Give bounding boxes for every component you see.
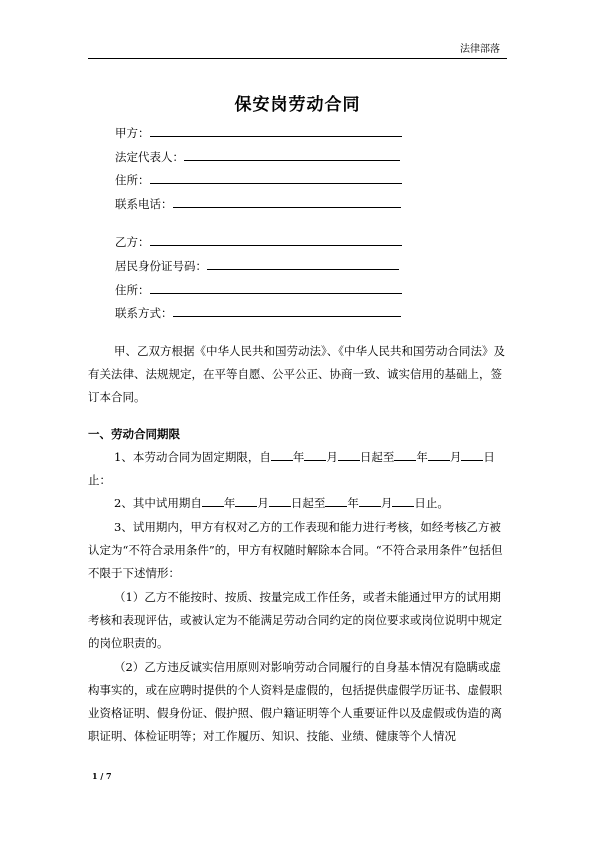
clause-1-2-year2: 年 (347, 496, 359, 510)
blank (394, 449, 416, 461)
party-a-address-blank (150, 171, 402, 184)
clause-1-2-year: 年 (223, 496, 236, 510)
section-1-heading: 一、劳动合同期限 (88, 427, 180, 441)
document-title: 保安岗劳动合同 (234, 95, 361, 115)
party-a-phone-field (115, 195, 401, 212)
clause-1-1-prefix: 1、本劳动合同为固定期限，自 (114, 450, 271, 464)
header-label: 法律部落 (460, 44, 500, 55)
blank (235, 495, 257, 507)
clause-1-2-from: 日起至 (290, 496, 326, 510)
clause-1-2 (88, 492, 508, 515)
party-b-id-blank (207, 257, 399, 270)
blank (428, 449, 450, 461)
party-b-contact-blank (173, 304, 401, 317)
party-a-rep-field (115, 148, 400, 165)
preamble-paragraph: 甲、乙双方根据《中华人民共和国劳动法》、《中华人民共和国劳动合同法》及有关法律、法规规定，在平等自愿、公平公正、协商一致、诚实信用的基础上，签订本合同。 (88, 344, 505, 404)
clause-1-2-end: 日止。 (414, 496, 449, 510)
blank (202, 495, 224, 507)
clause-1-1-year: 年 (292, 450, 305, 464)
party-b-contact-label: 联系方式： (115, 306, 173, 320)
blank (359, 495, 381, 507)
clause-1-1-year2: 年 (416, 450, 428, 464)
blank (271, 449, 293, 461)
party-b-blank (150, 233, 402, 246)
party-a-rep-label: 法定代表人： (115, 150, 184, 164)
party-a-rep-blank (184, 148, 400, 161)
party-b-contact-field (115, 304, 401, 321)
clause-1-2-month2: 月 (380, 496, 393, 510)
blank (269, 495, 291, 507)
blank (338, 449, 360, 461)
clause-1-3-item-2: （2）乙方违反诚实信用原则对影响劳动合同履行的自身基本情况有隐瞒或虚构事实的，或在应聘时提供的个人资料是虚假的，包括提供虚假学历证书、虚假职业资格证明、假身份证、假护照、假户籍证明等个人重要证件以及虚假或伪造的离职证明、体检证明等；对工作履历、知识、技能、业绩、健康等个人情况 (88, 660, 502, 743)
page-number: 1 / 7 (92, 771, 112, 781)
blank (392, 495, 414, 507)
clause-1-1-month2: 月 (449, 450, 462, 464)
party-a-phone-label: 联系电话： (115, 197, 173, 211)
party-a-blank (150, 124, 402, 137)
party-a-field (115, 124, 402, 141)
party-b-address-blank (150, 281, 402, 294)
party-a-address-field (115, 171, 402, 188)
party-b-id-field (115, 257, 399, 274)
clause-1-3-item-1: （1）乙方不能按时、按质、按量完成工作任务，或者未能通过甲方的试用期考核和表现评估，或被认定为不能满足劳动合同约定的岗位要求或岗位说明中规定的岗位职责的。 (88, 590, 502, 650)
party-a-phone-blank (173, 195, 401, 208)
clause-1-3: 3、试用期内，甲方有权对乙方的工作表现和能力进行考核，如经考核乙方被认定为“不符合录用条件”的，甲方有权随时解除本合同。“不符合录用条件”包括但不限于下述情形： (88, 520, 503, 580)
party-b-field (115, 233, 402, 250)
clause-1-1-from: 日起至 (359, 450, 395, 464)
clause-1-1-end: 日止： (88, 450, 495, 487)
party-b-label: 乙方： (115, 235, 150, 249)
party-b-address-field (115, 281, 402, 298)
header-divider (88, 58, 507, 59)
clause-1-1-month: 月 (326, 450, 338, 464)
clause-1-2-month: 月 (257, 496, 269, 510)
party-a-address-label: 住所： (115, 173, 150, 187)
blank (304, 449, 326, 461)
clause-1-2-prefix: 2、其中试用期自 (114, 496, 202, 510)
blank (461, 449, 483, 461)
party-a-label: 甲方： (115, 126, 150, 140)
blank (325, 495, 347, 507)
party-b-address-label: 住所： (115, 283, 150, 297)
clause-1-1 (88, 446, 508, 492)
party-b-id-label: 居民身份证号码： (115, 259, 207, 273)
